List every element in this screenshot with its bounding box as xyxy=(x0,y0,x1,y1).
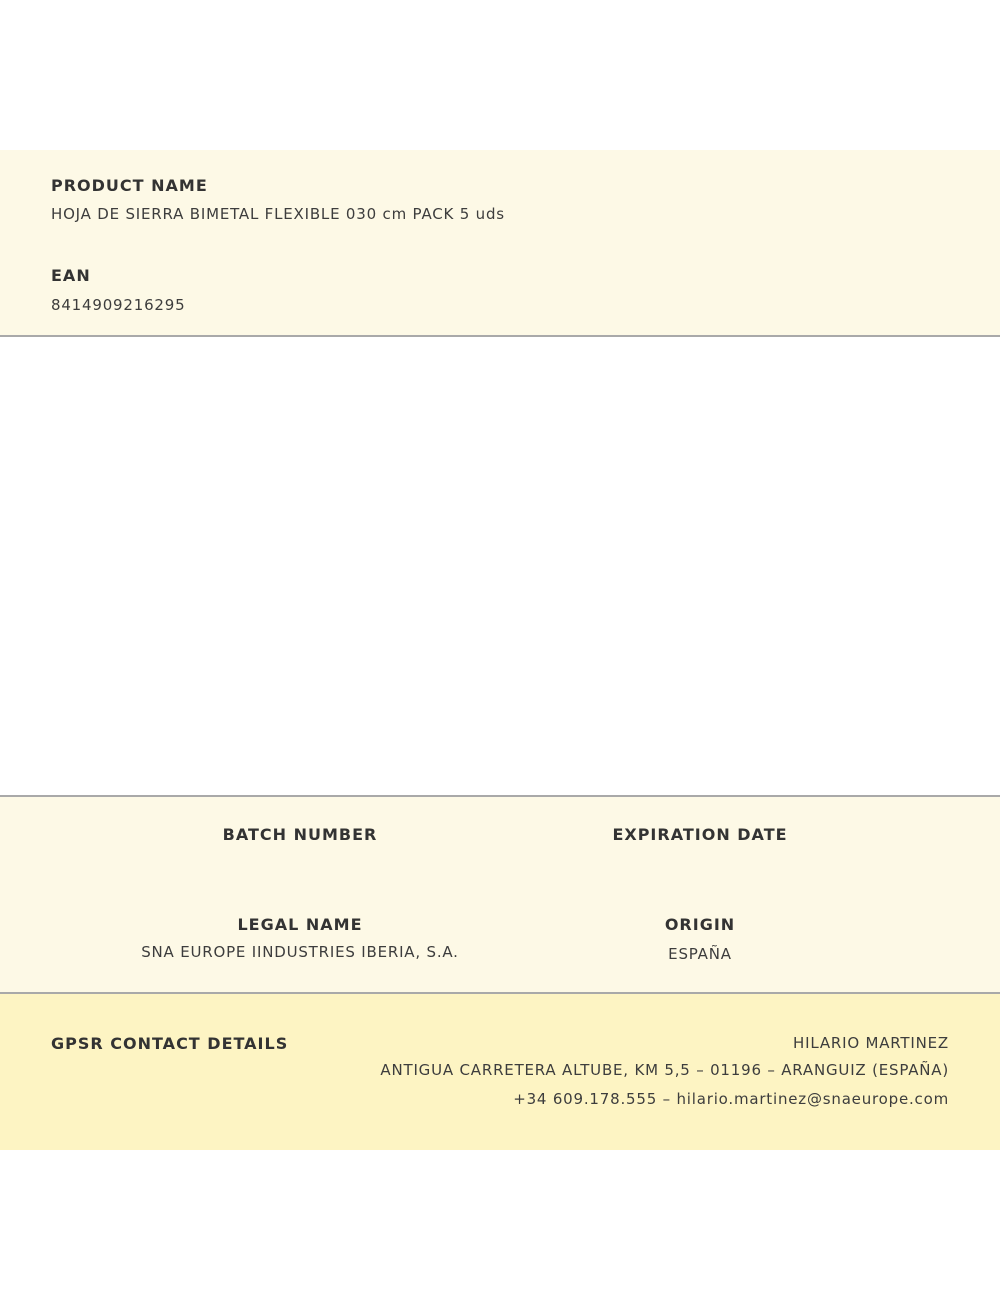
contact-address: ANTIGUA CARRETERA ALTUBE, KM 5,5 – 01196 – ARANGUIZ (ESPAÑA) xyxy=(380,1061,949,1079)
product-name-label: PRODUCT NAME xyxy=(51,176,208,195)
product-name-value: HOJA DE SIERRA BIMETAL FLEXIBLE 030 cm PACK 5 uds xyxy=(51,205,505,223)
batch-number-label: BATCH NUMBER xyxy=(222,825,378,844)
origin-label: ORIGIN xyxy=(664,915,736,934)
expiration-date-label: EXPIRATION DATE xyxy=(612,825,788,844)
product-info-section xyxy=(0,150,1000,337)
origin-value: ESPAÑA xyxy=(668,945,732,963)
legal-name-value: SNA EUROPE IINDUSTRIES IBERIA, S.A. xyxy=(141,943,459,961)
ean-value: 8414909216295 xyxy=(51,296,186,314)
gpsr-contact-section xyxy=(0,994,1000,1150)
contact-name: HILARIO MARTINEZ xyxy=(793,1034,949,1052)
batch-details-section xyxy=(0,795,1000,994)
contact-phone-email: +34 609.178.555 – hilario.martinez@snaeurope.com xyxy=(513,1090,949,1108)
ean-label: EAN xyxy=(51,266,91,285)
gpsr-contact-label: GPSR CONTACT DETAILS xyxy=(51,1034,289,1053)
legal-name-label: LEGAL NAME xyxy=(237,915,363,934)
